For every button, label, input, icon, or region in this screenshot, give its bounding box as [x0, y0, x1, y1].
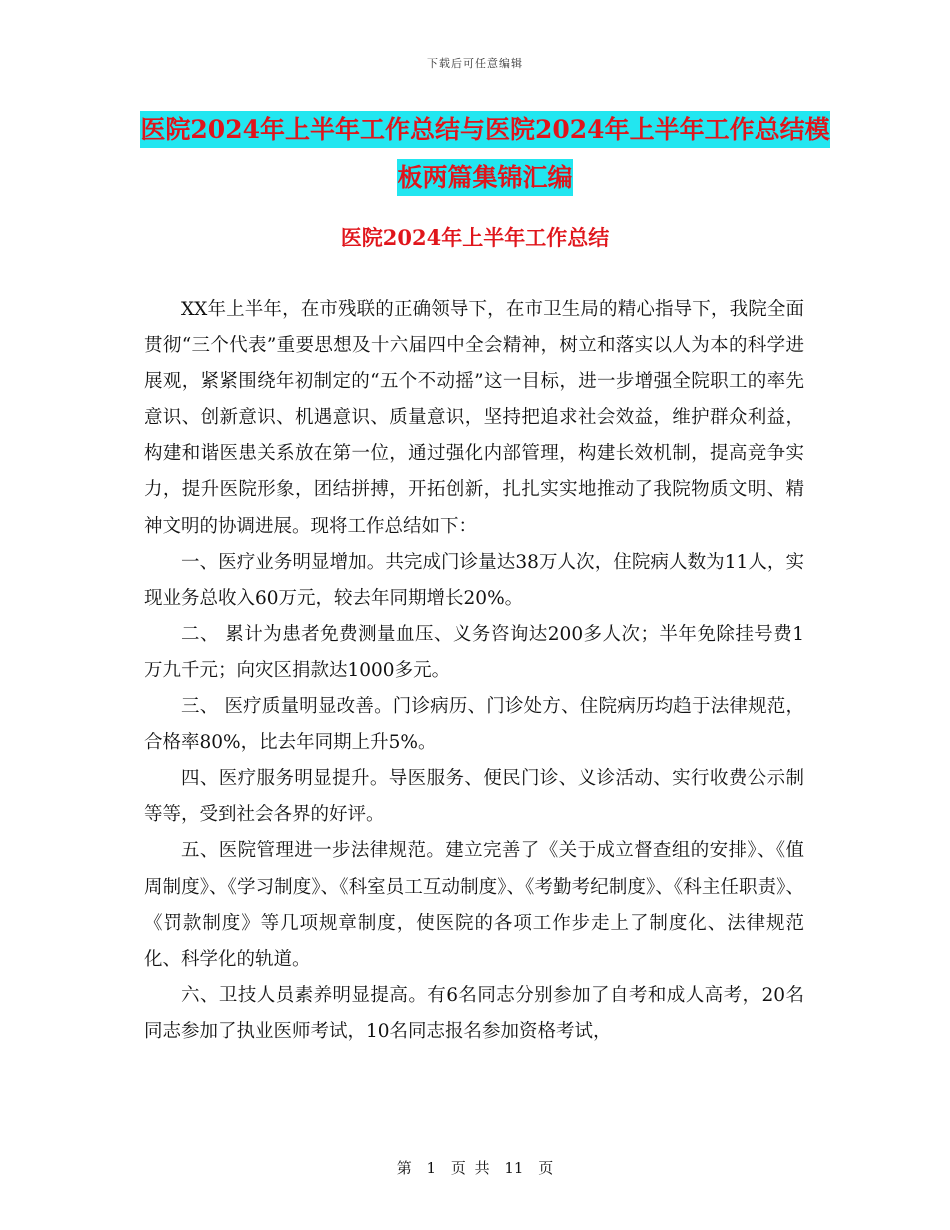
header-note: 下载后可任意编辑 [427, 57, 523, 70]
paragraph-item-2: 二、 累计为患者免费测量血压、义务咨询达200多人次；半年免除挂号费1万九千元；向灾区捐款达1000多元。 [144, 623, 804, 681]
footer-prefix: 第 [396, 1159, 412, 1177]
paragraph-item-4: 四、医疗服务明显提升。导医服务、便民门诊、义诊活动、实行收费公示制等等，受到社会各界的好评。 [144, 768, 804, 826]
paragraph-intro: XX年上半年，在市残联的正确领导下，在市卫生局的精心指导下，我院全面贯彻“三个代表”重要思想及十六届四中全会精神，树立和落实以人为本的科学进展观，紧紧围绕年初制定的“五个不动摇”这一目标，进一步增强全院职工的率先意识、创新意识、机遇意识、质量意识，坚持把追求社会效益，维护群众利益，构建和谐医患关系放在第一位，通过强化内部管理，构建长效机制，提高竞争实力，提升医院形象，团结拼搏，开拓创新，扎扎实实地推动了我院物质文明、精神文明的协调进展。现将工作总结如下： [144, 299, 804, 537]
paragraph-item-5: 五、医院管理进一步法律规范。建立完善了《关于成立督查组的安排》、《值周制度》、《学习制度》、《科室员工互动制度》、《考勤考纪制度》、《科主任职责》、《罚款制度》等几项规章制度，使医院的各项工作步走上了制度化、法律规范化、科学化的轨道。 [144, 840, 804, 970]
page-footer [0, 1157, 950, 1178]
footer-suffix: 页 [538, 1159, 554, 1177]
section-title: 医院2024年上半年工作总结 [340, 225, 610, 250]
footer-page-number: 1 [426, 1159, 437, 1177]
paragraph-item-1: 一、医疗业务明显增加。共完成门诊量达38万人次，住院病人数为11人，实现业务总收入60万元，较去年同期增长20%。 [144, 551, 804, 609]
footer-total-pages: 11 [504, 1159, 524, 1177]
document-title-text: 医院2024年上半年工作总结与医院2024年上半年工作总结模板两篇集锦汇编 [140, 111, 829, 196]
document-title [140, 106, 830, 202]
paragraph-item-6: 六、卫技人员素养明显提高。有6名同志分别参加了自考和成人高考，20名同志参加了执业医师考试，10名同志报名参加资格考试， [144, 984, 804, 1042]
footer-middle: 页 共 [450, 1159, 490, 1177]
document-body [144, 292, 804, 1050]
paragraph-item-3: 三、 医疗质量明显改善。门诊病历、门诊处方、住院病历均趋于法律规范，合格率80%，比去年同期上升5%。 [144, 696, 804, 754]
